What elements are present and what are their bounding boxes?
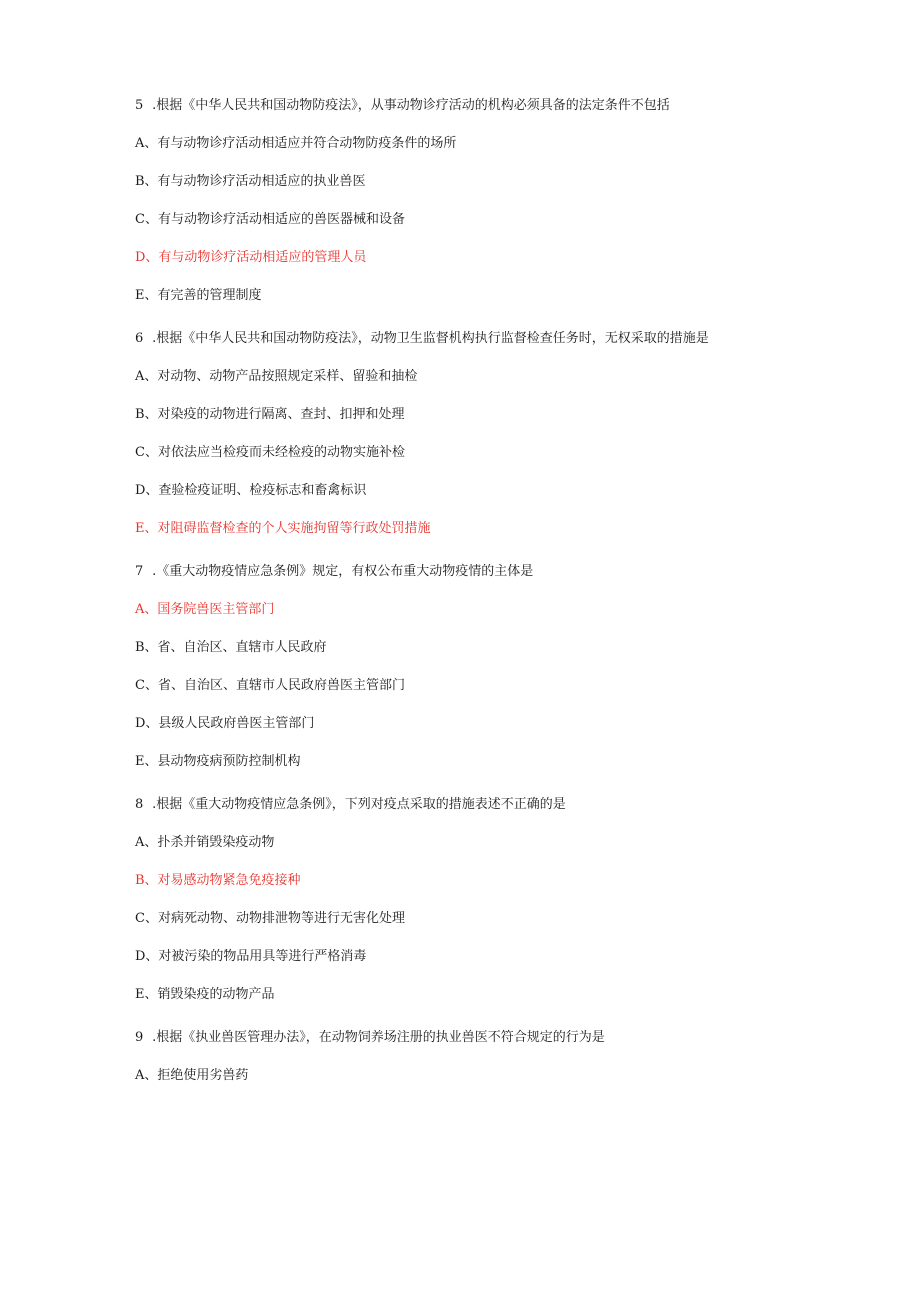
question-8 (135, 794, 835, 1006)
option-d: D、对被污染的物品用具等进行严格消毒 (135, 949, 367, 964)
option-d: D、查验检疫证明、检疫标志和畜禽标识 (135, 483, 367, 498)
option-c: C、有与动物诊疗活动相适应的兽医器械和设备 (135, 212, 405, 227)
question-text: .根据《中华人民共和国动物防疫法》，从事动物诊疗活动的机构必须具备的法定条件不包括 (152, 98, 670, 113)
question-text: .根据《重大动物疫情应急条例》，下列对疫点采取的措施表述不正确的是 (152, 797, 566, 812)
option-a: A、扑杀并销毁染疫动物 (135, 835, 275, 850)
option-a: A、有与动物诊疗活动相适应并符合动物防疫条件的场所 (135, 136, 457, 151)
question-text: .根据《中华人民共和国动物防疫法》，动物卫生监督机构执行监督检查任务时，无权采取的措施是 (152, 331, 709, 346)
option-b: B、省、自治区、直辖市人民政府 (135, 640, 327, 655)
question-text: .根据《执业兽医管理办法》，在动物饲养场注册的执业兽医不符合规定的行为是 (152, 1030, 605, 1045)
option-b: B、对染疫的动物进行隔离、查封、扣押和处理 (135, 407, 405, 422)
question-6 (135, 328, 835, 540)
question-stem (135, 561, 835, 583)
option-c: C、对病死动物、动物排泄物等进行无害化处理 (135, 911, 405, 926)
option-a-correct: A、国务院兽医主管部门 (135, 602, 275, 617)
option-c: C、对依法应当检疫而未经检疫的动物实施补检 (135, 445, 405, 460)
question-5 (135, 95, 835, 307)
question-7 (135, 561, 835, 773)
question-number: 8 (135, 797, 144, 812)
question-stem (135, 1027, 835, 1049)
option-c: C、省、自治区、直辖市人民政府兽医主管部门 (135, 678, 405, 693)
question-number: 6 (135, 331, 144, 346)
option-e: E、县动物疫病预防控制机构 (135, 754, 301, 769)
question-number: 9 (135, 1030, 144, 1045)
question-stem (135, 95, 835, 117)
option-d: D、县级人民政府兽医主管部门 (135, 716, 315, 731)
option-e: E、销毁染疫的动物产品 (135, 987, 275, 1002)
option-b-correct: B、对易感动物紧急免疫接种 (135, 873, 301, 888)
question-9 (135, 1027, 835, 1087)
question-stem (135, 328, 835, 350)
question-number: 7 (135, 564, 144, 579)
option-d-correct: D、有与动物诊疗活动相适应的管理人员 (135, 250, 367, 265)
option-a: A、对动物、动物产品按照规定采样、留验和抽检 (135, 369, 418, 384)
question-stem (135, 794, 835, 816)
option-e: E、有完善的管理制度 (135, 288, 262, 303)
document-page (135, 95, 835, 1108)
question-number: 5 (135, 98, 144, 113)
question-text: .《重大动物疫情应急条例》规定，有权公布重大动物疫情的主体是 (152, 564, 534, 579)
option-b: B、有与动物诊疗活动相适应的执业兽医 (135, 174, 366, 189)
option-e-correct: E、对阻碍监督检查的个人实施拘留等行政处罚措施 (135, 521, 431, 536)
option-a: A、拒绝使用劣兽药 (135, 1068, 249, 1083)
